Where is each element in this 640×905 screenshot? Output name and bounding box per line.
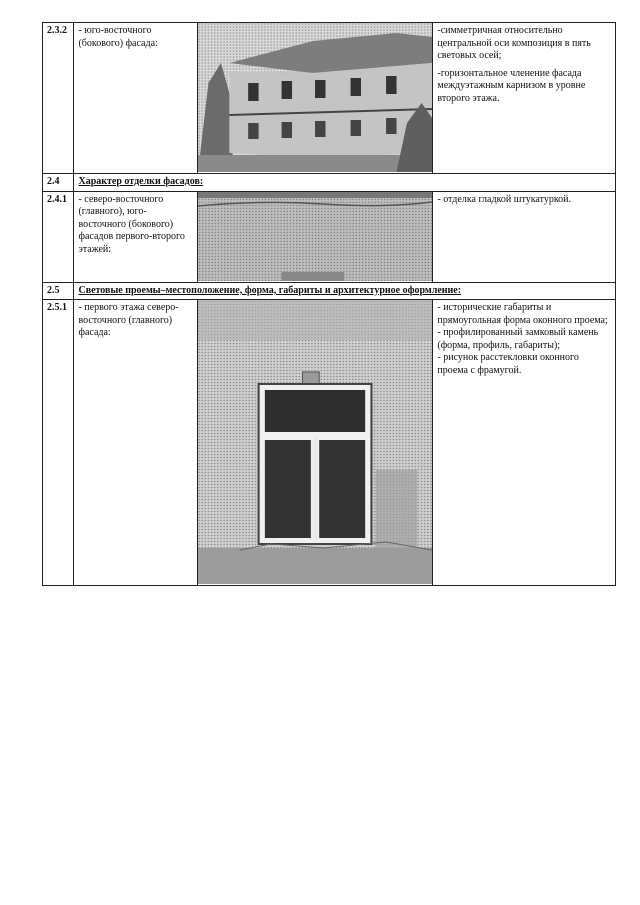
row-number: 2.5.1 (43, 300, 74, 586)
description-item: - профилированный замковый камень (форма, профиль, габариты); (437, 327, 599, 351)
row-name: - юго-восточного (бокового) фасада: (74, 23, 198, 174)
row-description (433, 300, 616, 586)
photo-wall-plaster (198, 192, 432, 281)
description-item: - рисунок расстекловки оконного проема с фрамугой. (437, 352, 579, 376)
photo-cell (198, 23, 433, 174)
section-row (43, 174, 616, 192)
section-title: Световые проемы–местоположение, форма, габариты и архитектурное оформление: (74, 282, 616, 300)
row-name: - северо-восточного (главного), юго-восточного (бокового) фасадов первого-второго этажей: (74, 191, 198, 282)
table-row (43, 191, 616, 282)
section-title: Характер отделки фасадов: (74, 174, 616, 192)
photo-cell (198, 300, 433, 586)
table-row (43, 300, 616, 586)
description-item: - отделка гладкой штукатуркой. (437, 193, 572, 205)
description-item: - исторические габариты и прямоугольная форма оконного проема; (437, 302, 608, 326)
row-number: 2.4 (43, 174, 74, 192)
row-description (433, 23, 616, 174)
section-row (43, 282, 616, 300)
table-row (43, 23, 616, 174)
photo-window (198, 300, 432, 584)
row-number: 2.4.1 (43, 191, 74, 282)
description-item: -горизонтальное членение фасада междуэтажным карнизом в уровне второго этажа. (437, 67, 586, 104)
photo-facade-side (198, 23, 432, 172)
photo-cell (198, 191, 433, 282)
description-item: -симметричная относительно центральной оси композиция в пять световых осей; (437, 25, 591, 61)
monument-subject-table (42, 22, 616, 586)
row-name: - первого этажа северо-восточного (главного) фасада: (74, 300, 198, 586)
row-description (433, 191, 616, 282)
row-number: 2.5 (43, 282, 74, 300)
row-number: 2.3.2 (43, 23, 74, 174)
